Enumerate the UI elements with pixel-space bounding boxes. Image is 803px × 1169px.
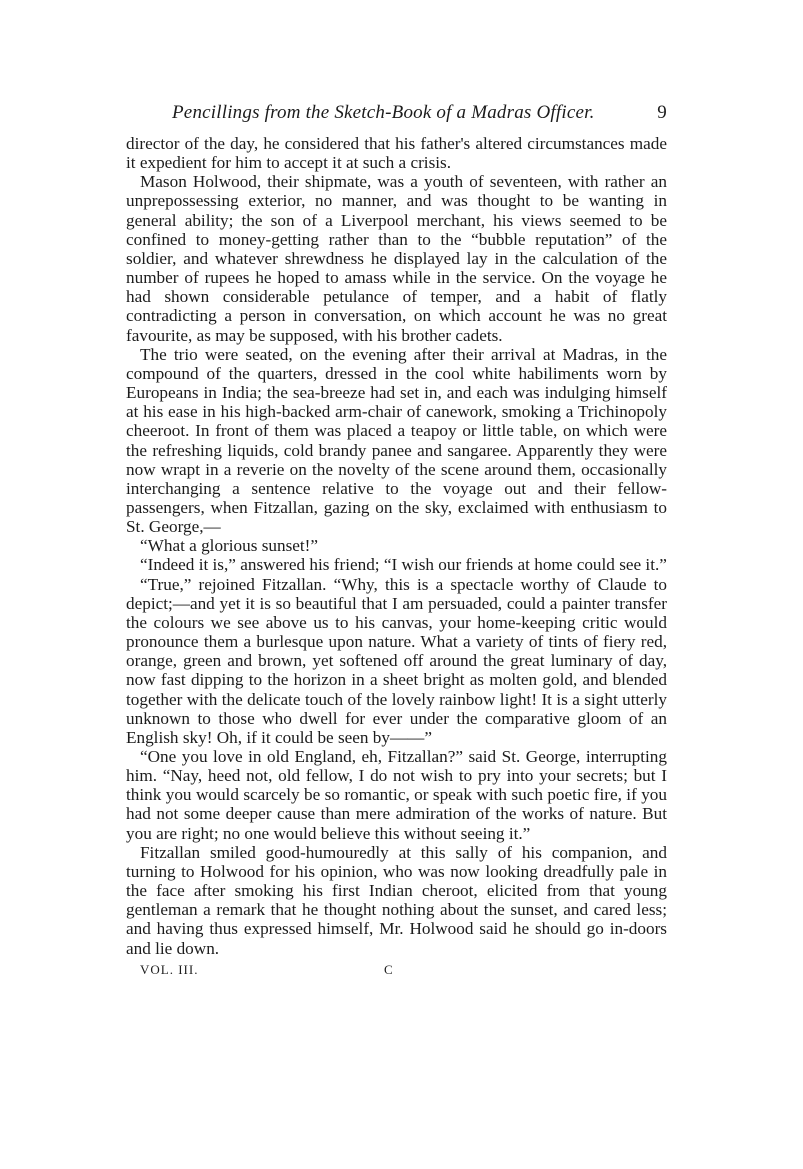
paragraph: The trio were seated, on the evening after their arrival at Madras, in the compound of the quarters, dressed in the cool white habiliments worn by Europeans in India; the sea-breeze had set in, and each was indulging himself at his ease in his high-backed arm-chair of canework, smoking a Trichinopoly cheeroot. In front of them was placed a teapoy or little table, on which were the refreshing liquids, cold brandy panee and sangaree. Apparently they were now wrapt in a reverie on the novelty of the scene around them, occasionally interchanging a sentence relative to the voyage out and their fellow-passengers, when Fitzallan, gazing on the sky, exclaimed with enthusiasm to St. George,— <box>126 344 667 537</box>
running-title: Pencillings from the Sketch-Book of a Madras Officer. <box>172 102 595 123</box>
page-footer <box>126 962 667 982</box>
page-number: 9 <box>657 102 667 123</box>
paragraph: “What a glorious sunset!” <box>140 536 319 556</box>
paragraph: Mason Holwood, their shipmate, was a youth of seventeen, with rather an unprepossessing exterior, no manner, and was thought to be wanting in general ability; the son of a Liverpool merchant, his views seemed to be confined to money-getting rather than to the “bubble reputation” of the soldier, and whatever shrewdness he displayed lay in the calculation of the number of rupees he hoped to amass while in the service. On the voyage he had shown considerable petulance of temper, and a habit of flatly contradicting a person in conversation, on which account he was no great favourite, as may be supposed, with his brother cadets. <box>126 172 667 345</box>
page-header <box>126 102 667 128</box>
paragraph: “Indeed it is,” answered his friend; “I wish our friends at home could see it.” <box>140 555 667 575</box>
paragraph: “One you love in old England, eh, Fitzallan?” said St. George, interrupting him. “Nay, heed not, old fellow, I do not wish to pry into your secrets; but I think you would scarcely be so romantic, or speak with such poetic fire, if you had not some deeper cause than mere admiration of the works of nature. But you are right; no one would believe this without seeing it.” <box>126 747 667 843</box>
signature-mark: C <box>384 961 394 977</box>
volume-mark: VOL. III. <box>140 961 199 977</box>
paragraph: director of the day, he considered that his father's altered circumstances made it expedient for him to accept it at such a crisis. <box>126 134 667 173</box>
body-text <box>126 134 667 958</box>
paragraph: Fitzallan smiled good-humouredly at this sally of his companion, and turning to Holwood for his opinion, who was now looking dreadfully pale in the face after smoking his first Indian cheroot, elicited from that young gentleman a remark that he thought nothing about the sunset, and cared less; and having thus expressed himself, Mr. Holwood said he should go in-doors and lie down. <box>126 842 667 958</box>
paragraph: “True,” rejoined Fitzallan. “Why, this is a spectacle worthy of Claude to depict;—and yet it is so beautiful that I am persuaded, could a painter transfer the colours we see above us to his canvas, your home-keeping critic would pronounce them a burlesque upon nature. What a variety of tints of fiery red, orange, green and brown, yet softened off around the great luminary of day, now fast dipping to the horizon in a sheet bright as molten gold, and blended together with the delicate touch of the lovely rainbow light! It is a sight utterly unknown to those who dwell for ever under the comparative gloom of an English sky! Oh, if it could be seen by——” <box>126 574 667 747</box>
